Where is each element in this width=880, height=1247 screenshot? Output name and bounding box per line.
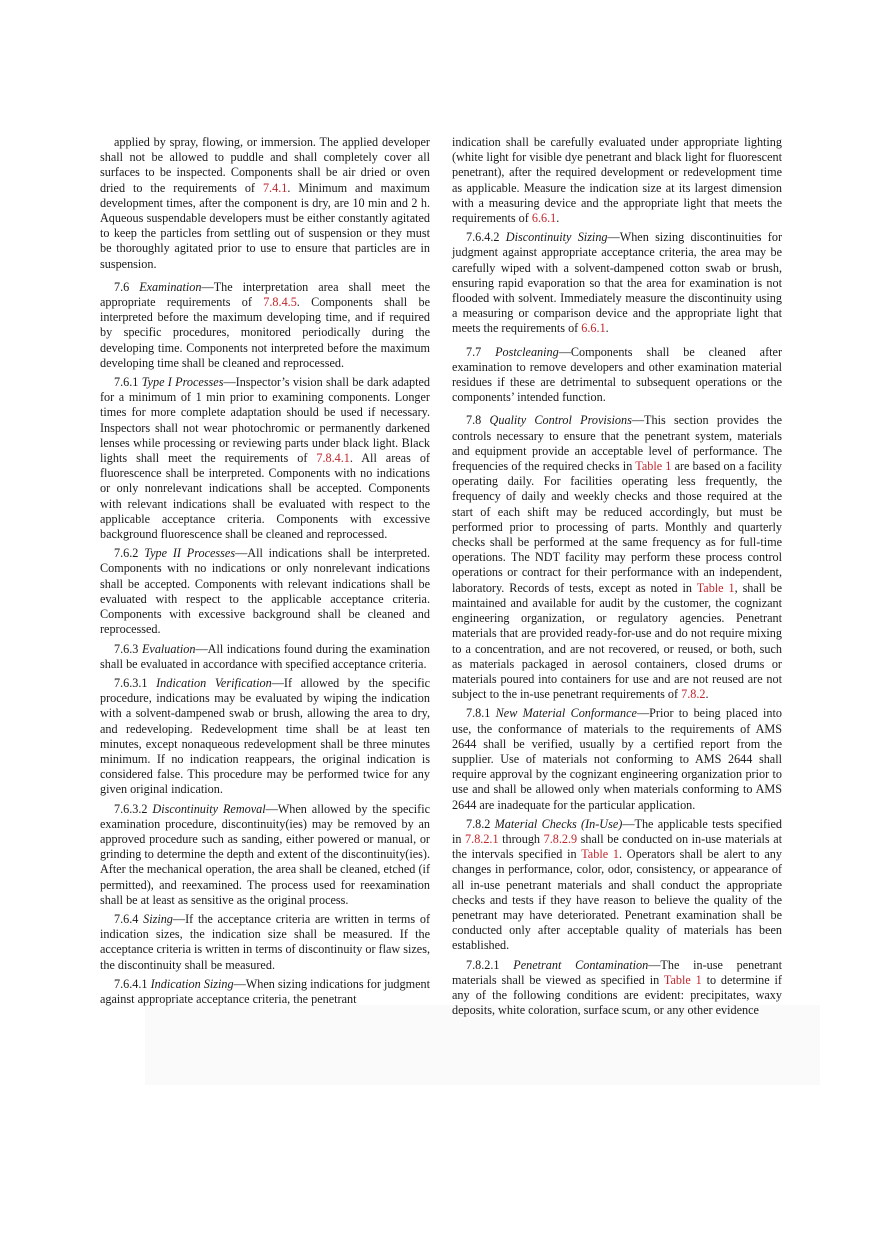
body-text: 7.8.1 — [466, 706, 496, 721]
body-text: . — [556, 211, 560, 226]
paragraph — [100, 546, 430, 637]
body-text: —Inspector’s vision shall be dark adapted for a minimum of 1 min prior to examining components. Longer times for more complete adaptation should be used if necessary. Inspectors shall not wear photochromic or permanently darkened lenses while processing or reviewing parts under black light. Black lights shall meet the requirements of — [100, 375, 430, 466]
section-heading: Indication Verification — [156, 675, 272, 690]
body-text: 7.6.4.1 — [114, 976, 151, 991]
body-text: —When allowed by the specific examination procedure, discontinuity(ies) may be removed by an approved procedure such as sanding, either powered or manual, or grinding to determine the depth and extent of the discontinuity(ies). After the mechanical operation, the area shall be cleaned, etched (if permitted), and reexamined. The process used for reexamination shall be at least as sensitive as the original process. — [100, 801, 431, 907]
body-text: 7.6.2 — [114, 546, 145, 561]
body-text: —The applicable tests specified in — [452, 816, 783, 846]
body-text: —The in-use penetrant materials shall be viewed as specified in — [452, 957, 783, 987]
paragraph — [100, 802, 430, 908]
body-text: —All indications shall be interpreted. Components with no indications or only nonrelevant indications shall be accepted. Components with relevant indications shall be evaluated with respect to the applicable acceptance criteria. Components with excessive background shall be cleaned and reprocessed. — [100, 546, 430, 637]
body-text: 7.7 — [466, 344, 496, 359]
section-heading: Examination — [139, 279, 202, 294]
paragraph — [100, 977, 430, 1007]
body-text: . Minimum and maximum development times, after the component is dry, are 10 min and 2 h. Aqueous suspendable developers must be either constantly agitated to keep the particles from settling out of suspension or they must be thoroughly agitated prior to use to ensure that particles are in suspension. — [100, 180, 431, 271]
body-text: 7.6.3.1 — [114, 675, 157, 690]
body-text: 7.6.4.2 — [466, 230, 506, 245]
body-text: 7.6 — [114, 279, 140, 294]
paragraph — [452, 345, 782, 406]
cross-reference-link[interactable]: 7.8.4.1 — [316, 451, 350, 466]
body-text: . Operators shall be alert to any changes in performance, color, odor, consistency, or appearance of all in-use penetrant materials and shall conduct the appropriate checks and tests if they have reason to believe the quality of the penetrant may have deteriorated. Penetrant examination shall be conducted only after acceptable quality of materials has been established. — [452, 847, 782, 953]
body-text: —This section provides the controls necessary to ensure that the penetrant system, materials and equipment provide an acceptable level of performance. The frequencies of the required checks in — [452, 413, 782, 474]
section-heading: Sizing — [143, 911, 173, 926]
paragraph — [100, 642, 430, 672]
left-column — [100, 135, 430, 1011]
body-text: 7.6.3.2 — [114, 801, 153, 816]
body-text: —Components shall be cleaned after examination to remove developers and other examination material residues if these are detrimental to subsequent operations or the components’ intended function. — [452, 344, 783, 405]
cross-reference-link[interactable]: Table 1 — [635, 459, 672, 474]
cross-reference-link[interactable]: 6.6.1 — [581, 321, 606, 336]
section-heading: Discontinuity Removal — [152, 801, 266, 816]
paragraph — [100, 375, 430, 542]
right-column — [452, 135, 782, 1022]
paragraph — [100, 135, 430, 272]
paragraph — [100, 280, 430, 371]
paragraph — [452, 958, 782, 1019]
body-text: indication shall be carefully evaluated under appropriate lighting (white light for visible dye penetrant and black light for fluorescent penetrant), after the required development or redevelopment time as applicable. Measure the indication size at its largest dimension with a measuring device and the appropriate light that meets the requirements of — [452, 135, 782, 226]
body-text: 7.8.2 — [466, 816, 495, 831]
section-heading: Evaluation — [141, 641, 196, 656]
cross-reference-link[interactable]: 7.8.2.1 — [465, 831, 499, 846]
paragraph — [452, 413, 782, 702]
body-text: 7.8 — [466, 413, 490, 428]
body-text: through — [498, 831, 544, 846]
section-heading: Discontinuity Sizing — [505, 230, 608, 245]
body-text: . — [605, 321, 609, 336]
body-text: —If allowed by the specific procedure, indications may be evaluated by wiping the indication with a solvent-dampened swab or brush, allowing the area to dry, and redeveloping. Redevelopment time shall be at least ten minutes, except nonaqueous redevelopment shall be three minutes minimum. If no indication reappears, the original indication is considered false. This procedure may be performed twice for any given original indication. — [100, 675, 430, 797]
section-heading: Type I Processes — [141, 375, 224, 390]
cross-reference-link[interactable]: 7.8.2 — [681, 687, 706, 702]
body-text: . Components shall be interpreted before the maximum developing time, and if required by specific procedures, monitored periodically during the developing time. Components not interpreted before the maximum developing time shall be cleaned and reprocessed. — [100, 295, 430, 370]
cross-reference-link[interactable]: Table 1 — [663, 972, 702, 987]
body-text: 7.6.4 — [114, 911, 144, 926]
body-text: —All indications found during the examination shall be evaluated in accordance with specified acceptance criteria. — [100, 641, 430, 671]
section-heading: Type II Processes — [144, 546, 236, 561]
body-text: to determine if any of the following conditions are evident: precipitates, waxy deposits, white coloration, surface scum, or any other evidence — [452, 972, 782, 1018]
body-text: —If the acceptance criteria are written in terms of indication sizes, the indication size shall be measured. If the acceptance criteria is written in terms of discontinuity or flaw sizes, the discontinuity shall be measured. — [100, 911, 430, 972]
section-heading: Quality Control Provisions — [489, 413, 632, 428]
body-text: . — [705, 687, 709, 702]
paragraph — [452, 706, 782, 812]
body-text: —The interpretation area shall meet the appropriate requirements of — [100, 279, 430, 310]
section-heading: Material Checks (In-Use) — [494, 816, 623, 831]
body-text: —When sizing discontinuities for judgment against appropriate acceptance criteria, the area may be carefully wiped with a solvent-dampened cotton swab or brush, ensuring rapid evaporation so that the area for examination is not flooded with solvent. Immediately measure the discontinuity using a measuring or comparison device and the appropriate light that meets the requirements of — [452, 230, 783, 336]
body-text: applied by spray, flowing, or immersion. The applied developer shall not be allowed to puddle and shall completely cover all surfaces to be inspected. Components shall be air dried or oven dried to the requirements of — [100, 135, 430, 195]
section-heading: New Material Conformance — [495, 706, 637, 721]
paragraph — [100, 912, 430, 973]
body-text: —Prior to being placed into use, the conformance of materials to the requirements of AMS 2644 shall be verified, usually by a certified report from the supplier. Use of materials not conforming to AMS 2644 shall require approval by the cognizant engineering organization prior to use and shall be allowed only when materials conforming to AMS 2644 are inadequate for the particular application. — [452, 706, 782, 812]
body-text: , shall be maintained and available for audit by the customer, the cognizant engineering organization, or regulatory agencies. Penetrant materials that are provided ready-for-use and do not require mixing to a concentration, and are not recovered, or reused, or both, such as materials packaged in aerosol containers, closed drums or materials poured into containers for use and are not reused are not subject to the in-use penetrant requirements of — [452, 580, 782, 702]
body-text: are based on a facility operating daily. For facilities operating less frequently, the frequency of daily and weekly checks and those required at the start of each shift may be reduced accordingly, but must be performed prior to processing of parts. Monthly and quarterly checks shall be performed at the same frequency as for full-time operations. The NDT facility may perform these process control operations or contract for their performance with an independent, laboratory. Records of tests, except as noted in — [452, 459, 782, 595]
body-text: —When sizing indications for judgment against appropriate acceptance criteria, the penetrant — [100, 976, 430, 1006]
section-heading: Postcleaning — [495, 344, 559, 359]
body-text: . All areas of fluorescence shall be interpreted. Components with no indications or only nonrelevant indications shall be accepted. Components with relevant indications shall be evaluated with respect to the applicable acceptance criteria. Components with excessive background fluorescence shall be cleaned and reprocessed. — [100, 451, 430, 542]
paragraph — [452, 135, 782, 226]
paragraph — [452, 230, 782, 336]
cross-reference-link[interactable]: 7.8.2.9 — [543, 831, 578, 846]
paragraph — [452, 817, 782, 954]
cross-reference-link[interactable]: Table 1 — [696, 580, 735, 595]
body-text: 7.6.1 — [114, 375, 142, 390]
cross-reference-link[interactable]: 7.4.1 — [262, 180, 288, 195]
cross-reference-link[interactable]: 7.8.4.5 — [263, 295, 297, 310]
body-text: shall be conducted on in-use materials at the intervals specified in — [452, 831, 783, 862]
body-text: 7.6.3 — [114, 641, 142, 656]
section-heading: Penetrant Contamination — [513, 957, 649, 972]
cross-reference-link[interactable]: Table 1 — [581, 847, 619, 862]
cross-reference-link[interactable]: 6.6.1 — [531, 211, 557, 226]
paragraph — [100, 676, 430, 798]
body-text: 7.8.2.1 — [466, 957, 514, 972]
section-heading: Indication Sizing — [150, 976, 234, 991]
